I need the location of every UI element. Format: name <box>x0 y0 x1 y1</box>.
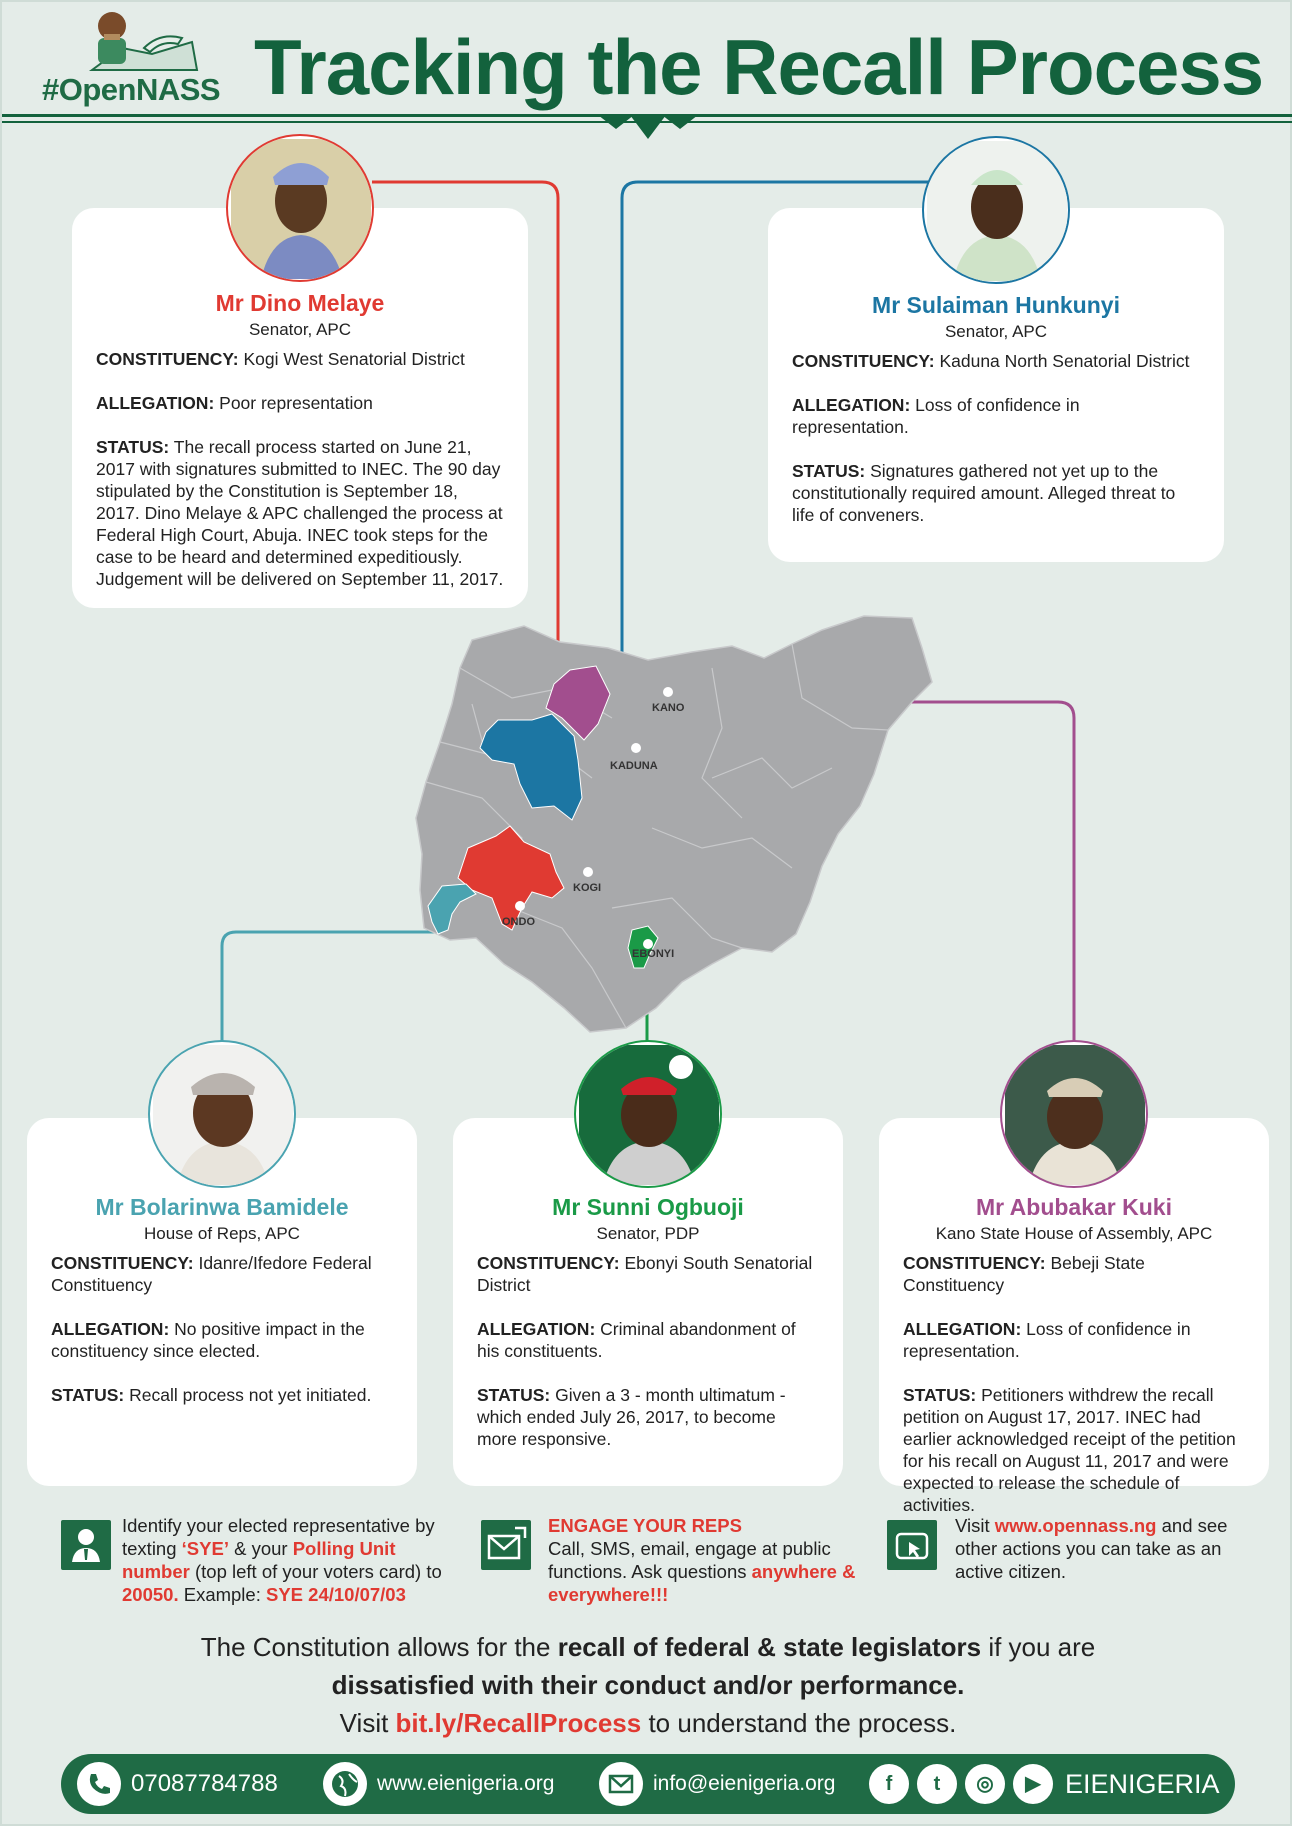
legislator-role: Kano State House of Assembly, APC <box>935 1224 1213 1243</box>
instagram-icon[interactable]: ◎ <box>965 1764 1005 1804</box>
youtube-icon[interactable]: ▶ <box>1013 1764 1053 1804</box>
portrait-icon <box>231 139 371 279</box>
engage-reps-text: ENGAGE YOUR REPS Call, SMS, email, engage at public functions. Ask questions anywhere & everywhere!!! <box>548 1515 856 1605</box>
map-label-kano: KANO <box>652 702 685 714</box>
portrait-icon <box>579 1045 719 1185</box>
page-title: Tracking the Recall Process <box>254 23 1264 111</box>
allegation-text: ALLEGATION: Loss of confidence in representation. <box>903 1319 1191 1361</box>
recall-process-link[interactable]: bit.ly/RecallProcess <box>395 1708 642 1738</box>
mouse-pointer-icon <box>887 1520 937 1570</box>
visit-opennass-text: Visit www.opennass.ng and see other actions you can take as an active citizen. <box>955 1515 1228 1582</box>
social-handle: EIENIGERIA <box>1065 1768 1220 1799</box>
portrait-icon <box>153 1045 293 1185</box>
allegation-text: ALLEGATION: Criminal abandonment of his constituents. <box>477 1319 796 1361</box>
envelope-icon <box>481 1520 531 1570</box>
map-label-kaduna: KADUNA <box>610 760 658 772</box>
map-label-ebonyi: EBONYI <box>632 948 675 960</box>
facebook-icon[interactable]: f <box>869 1764 909 1804</box>
allegation-text: ALLEGATION: No positive impact in the constituency since elected. <box>51 1319 365 1361</box>
avatar-kuki <box>1000 1040 1148 1188</box>
status-text: STATUS: Recall process not yet initiated. <box>51 1385 372 1405</box>
status-text: STATUS: The recall process started on June 21, 2017 with signatures submitted to INEC. The 90 day stipulated by the Constitution is September 18, 2017. Dino Melaye & APC challenged the process at Federal High Court, Abuja. INEC took steps for the case to be heard and determined expeditiously. Judgement will be delivered on September 11, 2017. <box>96 437 504 589</box>
footer-phone[interactable]: 07087784788 <box>77 1754 278 1814</box>
legislator-name: Mr Abubakar Kuki <box>976 1194 1172 1220</box>
constituency-text: CONSTITUENCY: Bebeji State Constituency <box>903 1253 1145 1295</box>
mail-icon <box>599 1762 643 1806</box>
constituency-text: CONSTITUENCY: Idanre/Ifedore Federal Constituency <box>51 1253 372 1295</box>
identify-rep-text: Identify your elected representative by texting ‘SYE’ & your Polling Unit number (top left of your voters card) to 20050. Example: SYE 24/10/07/03 <box>122 1515 442 1605</box>
status-text: STATUS: Signatures gathered not yet up to the constitutionally required amount. Alleged threat to life of conveners. <box>792 461 1176 525</box>
avatar-bamidele <box>148 1040 296 1188</box>
nigeria-map <box>412 608 942 1038</box>
person-icon <box>61 1520 111 1570</box>
status-text: STATUS: Petitioners withdrew the recall petition on August 17, 2017. INEC had earlier acknowledged receipt of the petition for his recall on August 11, 2017 and were expected to release the schedule of activities. <box>903 1385 1236 1515</box>
legislator-role: Senator, PDP <box>596 1224 700 1243</box>
map-label-ondo: ONDO <box>502 916 535 928</box>
legislator-name: Mr Dino Melaye <box>215 290 385 316</box>
legislator-name: Mr Sulaiman Hunkunyi <box>872 292 1120 318</box>
constituency-text: CONSTITUENCY: Kogi West Senatorial District <box>96 349 465 369</box>
avatar-melaye <box>226 134 374 282</box>
constituency-text: CONSTITUENCY: Ebonyi South Senatorial District <box>477 1253 813 1295</box>
constituency-text: CONSTITUENCY: Kaduna North Senatorial District <box>792 351 1190 371</box>
allegation-text: ALLEGATION: Loss of confidence in representation. <box>792 395 1080 437</box>
hashtag-logo: #OpenNASS <box>42 72 221 107</box>
legislator-role: House of Reps, APC <box>144 1224 300 1243</box>
footer-website[interactable]: www.eienigeria.org <box>323 1754 554 1814</box>
legislator-role: Senator, APC <box>944 322 1048 341</box>
footer-social <box>869 1754 1220 1814</box>
avatar-hunkunyi <box>922 136 1070 284</box>
status-text: STATUS: Given a 3 - month ultimatum - which ended July 26, 2017, to become more responsive. <box>477 1385 786 1449</box>
footer-email[interactable]: info@eienigeria.org <box>599 1754 835 1814</box>
constitution-note: The Constitution allows for the recall of federal & state legislators if you are dissatisfied with their conduct and/or performance. Visit bit.ly/RecallProcess to understand the process. <box>200 1632 1096 1738</box>
twitter-icon[interactable]: t <box>917 1764 957 1804</box>
map-label-kogi: KOGI <box>573 882 602 894</box>
footer-bar <box>61 1754 1235 1814</box>
globe-icon <box>323 1762 367 1806</box>
allegation-text: ALLEGATION: Poor representation <box>96 393 373 413</box>
legislator-name: Mr Sunni Ogbuoji <box>552 1194 744 1220</box>
legislator-role: Senator, APC <box>248 320 352 339</box>
portrait-icon <box>927 141 1067 281</box>
avatar-ogbuoji <box>574 1040 722 1188</box>
phone-icon <box>77 1762 121 1806</box>
portrait-icon <box>1005 1045 1145 1185</box>
legislator-name: Mr Bolarinwa Bamidele <box>95 1194 349 1220</box>
